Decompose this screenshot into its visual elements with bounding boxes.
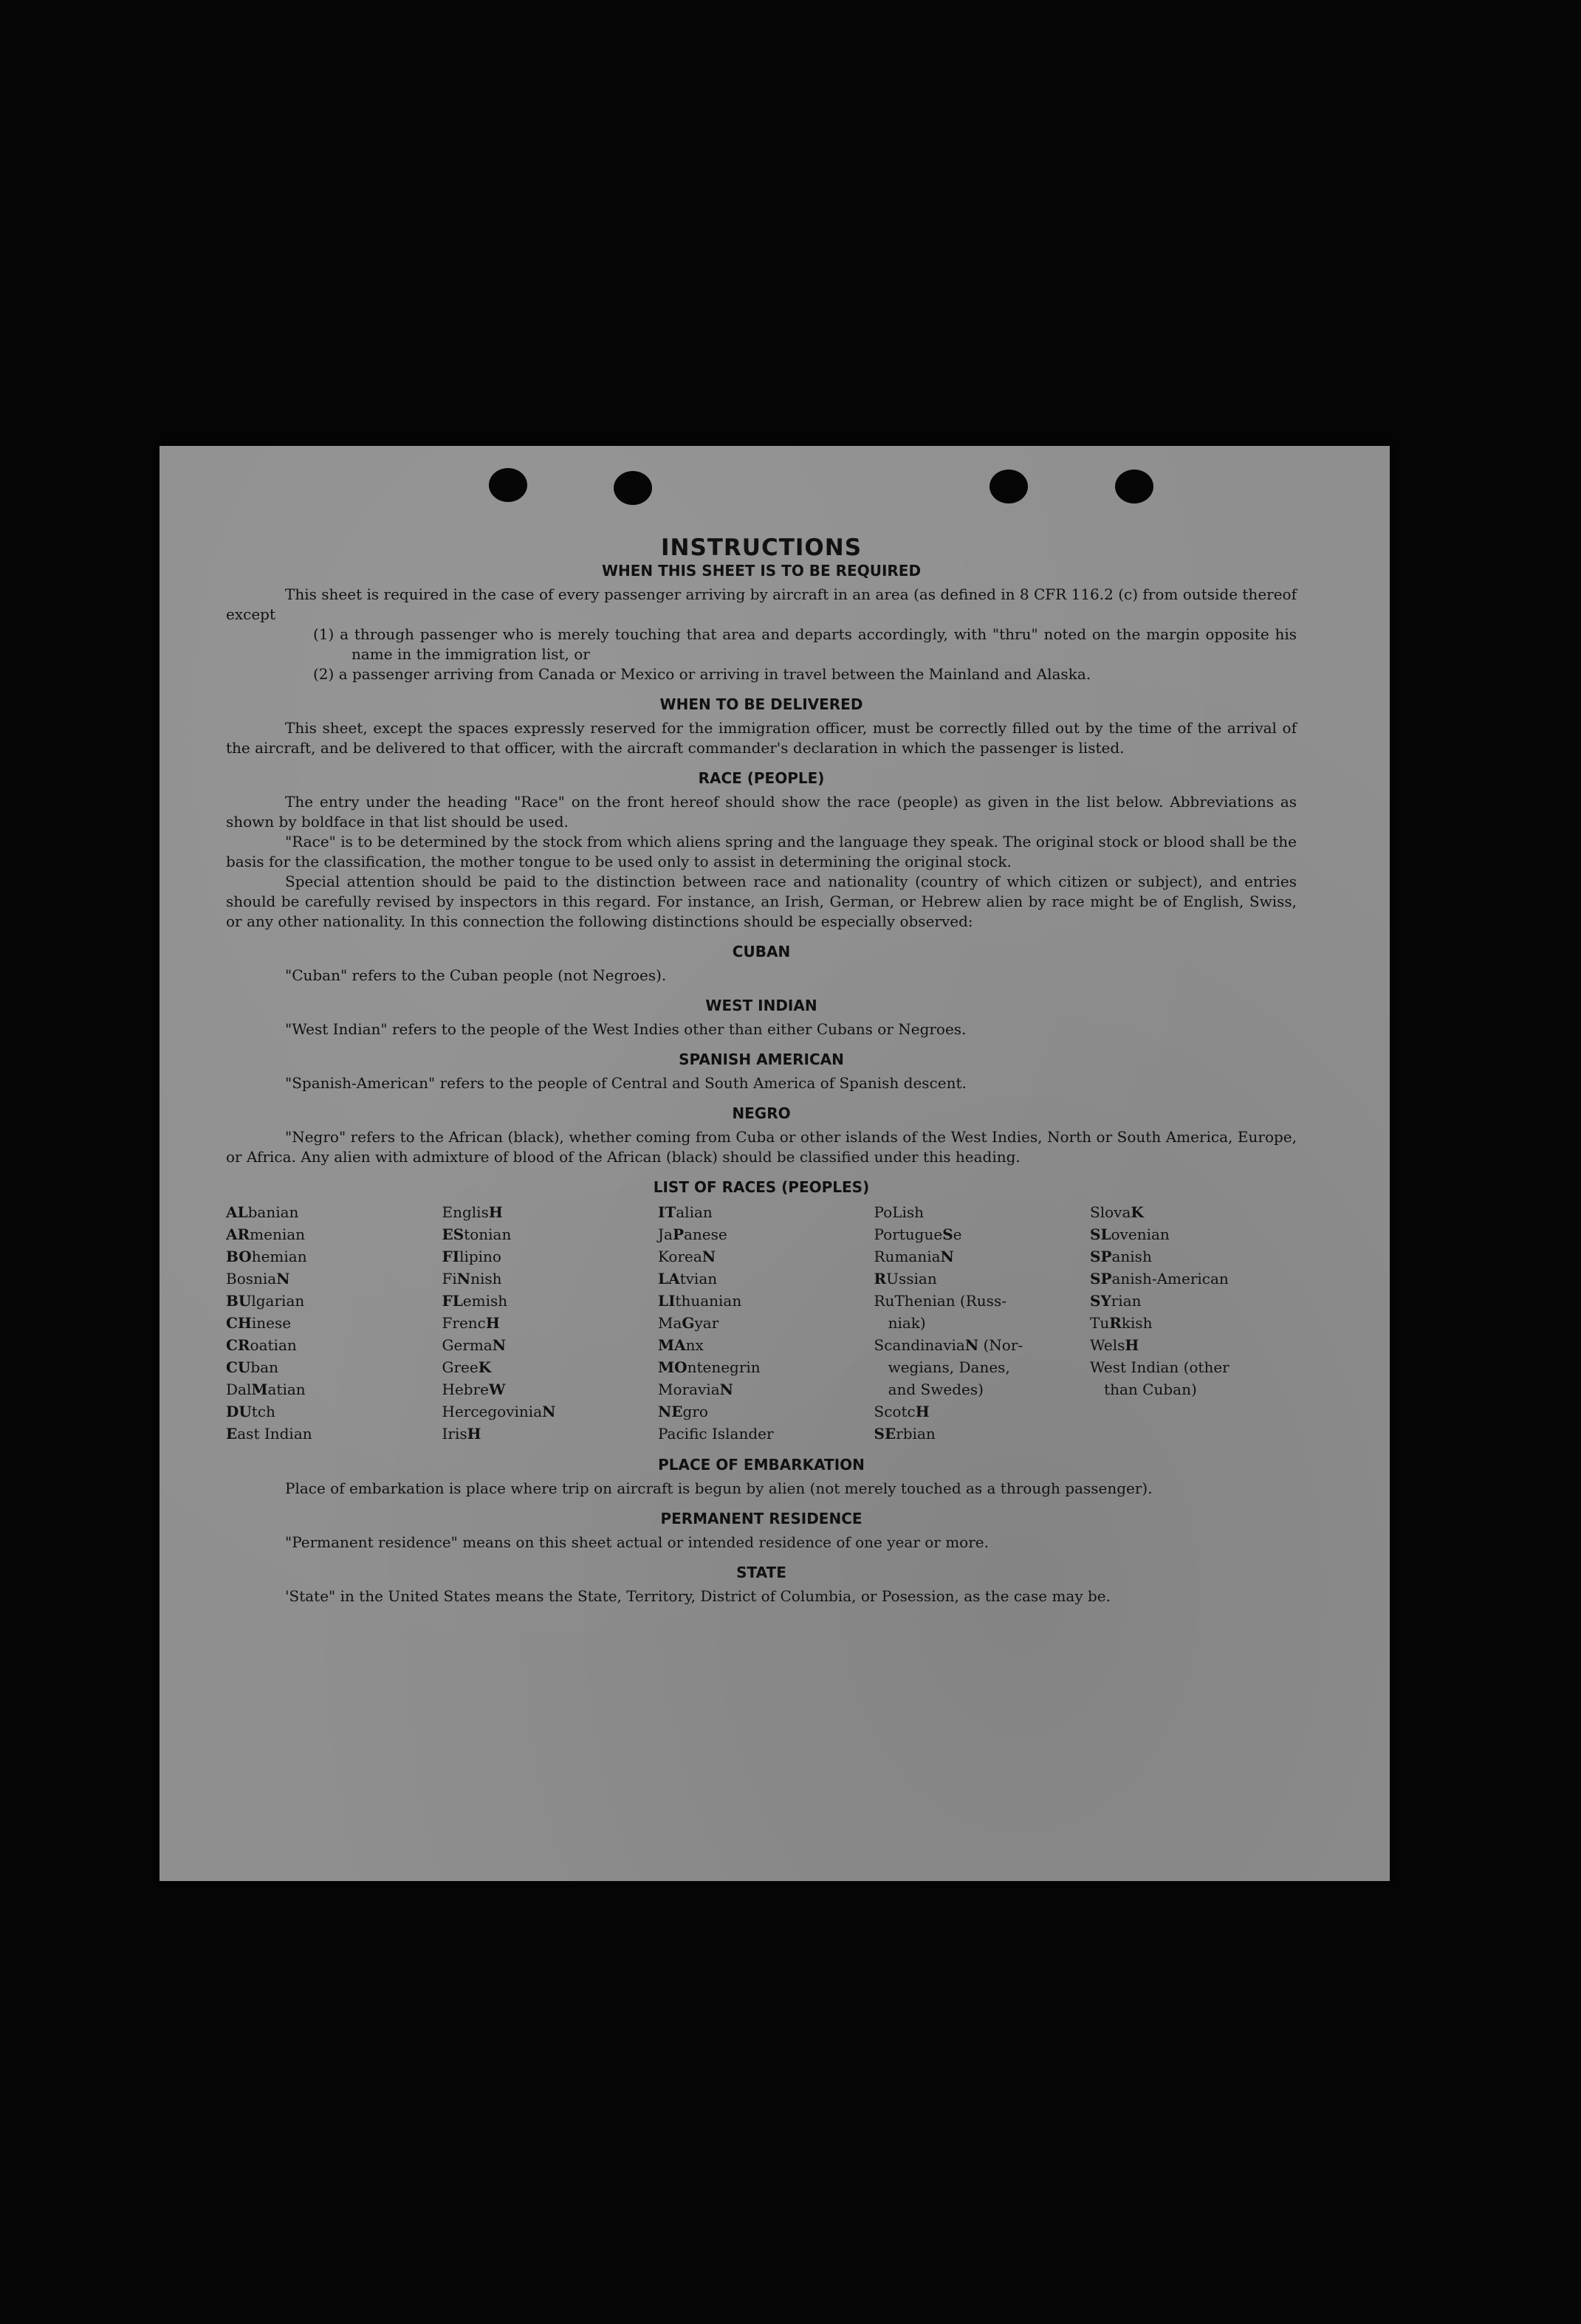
- race-text: and Swedes): [874, 1381, 984, 1398]
- race-abbreviation: SE: [874, 1425, 896, 1443]
- race-text: West Indian (other: [1090, 1358, 1230, 1376]
- race-abbreviation: N: [702, 1248, 716, 1265]
- race-abbreviation: CR: [226, 1336, 250, 1354]
- race-abbreviation: CH: [226, 1314, 252, 1332]
- race-item: [1090, 1334, 1297, 1356]
- race-paragraph-3: Special attention should be paid to the distinction between race and nationality (country of which citizen or subject), and entries should be carefully revised by inspectors in this regard. For instance, an Irish, German, or Hebrew alien by race might be of English, Swiss, or any other nationality. In this connection the following distinctions should be especially observed:: [226, 873, 1297, 930]
- race-text: tvian: [679, 1270, 718, 1288]
- race-item: [1090, 1378, 1297, 1400]
- race-column: [442, 1201, 649, 1445]
- section-heading-when-delivered: WHEN TO BE DELIVERED: [659, 695, 863, 713]
- race-item: [442, 1334, 649, 1356]
- race-text: Iris: [442, 1425, 467, 1443]
- cuban-text: "Cuban" refers to the Cuban people (not Negroes).: [285, 966, 667, 984]
- race-item: [442, 1400, 649, 1423]
- race-abbreviation: P: [672, 1225, 684, 1243]
- race-item: [874, 1356, 1081, 1378]
- section-heading-race: RACE (PEOPLE): [698, 769, 825, 787]
- race-text: Ma: [658, 1314, 682, 1332]
- race-item: [226, 1378, 433, 1400]
- race-abbreviation: SY: [1090, 1292, 1111, 1310]
- race-abbreviation: FI: [442, 1248, 460, 1265]
- race-item: [874, 1312, 1081, 1334]
- race-item: [1090, 1290, 1297, 1312]
- race-item: [226, 1312, 433, 1334]
- race-abbreviation: H: [915, 1403, 930, 1420]
- race-text: anese: [684, 1225, 727, 1243]
- race-column: [1090, 1201, 1297, 1445]
- when-delivered-text: This sheet, except the spaces expressly reserved for the immigration officer, must be correctly filled out by the time of the arrival of the aircraft, and be delivered to that officer, with the aircraft commander's declaration in which the passenger is listed.: [226, 719, 1297, 757]
- when-required-intro: This sheet is required in the case of every passenger arriving by aircraft in an area (as defined in 8 CFR 116.2 (c) from outside thereof except: [226, 585, 1297, 623]
- race-text: ovenian: [1111, 1225, 1170, 1243]
- race-item: [226, 1356, 433, 1378]
- negro-text: "Negro" refers to the African (black), whether coming from Cuba or other islands of the West Indies, North or South America, Europe, or Africa. Any alien with admixture of blood of the African (black) should be classified under this heading.: [226, 1128, 1297, 1166]
- race-item: [658, 1378, 865, 1400]
- race-abbreviation: N: [492, 1336, 507, 1354]
- race-text: than Cuban): [1090, 1381, 1197, 1398]
- race-abbreviation: K: [478, 1358, 492, 1376]
- race-abbreviation: AR: [226, 1225, 250, 1243]
- race-abbreviation: LA: [658, 1270, 680, 1288]
- document-content: [226, 534, 1297, 1606]
- race-text: Pacific Islander: [658, 1425, 774, 1443]
- race-text: thuanian: [675, 1292, 742, 1310]
- race-text: lipino: [459, 1248, 501, 1265]
- section-heading-spanish-american: SPANISH AMERICAN: [679, 1051, 844, 1068]
- race-text: Hebre: [442, 1381, 489, 1398]
- race-item: [442, 1268, 649, 1290]
- race-abbreviation: H: [467, 1425, 481, 1443]
- section-heading-list-of-races: LIST OF RACES (PEOPLES): [653, 1178, 870, 1196]
- race-item: [874, 1423, 1081, 1445]
- race-item: [874, 1245, 1081, 1268]
- section-heading-embarkation: PLACE OF EMBARKATION: [658, 1456, 865, 1474]
- race-item: [1090, 1201, 1297, 1223]
- race-abbreviation: LI: [658, 1292, 676, 1310]
- race-item: [1090, 1245, 1297, 1268]
- race-item: [658, 1245, 865, 1268]
- race-abbreviation: N: [940, 1248, 954, 1265]
- race-abbreviation: W: [488, 1381, 506, 1398]
- race-abbreviation: NE: [658, 1403, 683, 1420]
- race-item: [442, 1312, 649, 1334]
- race-item: [442, 1201, 649, 1223]
- race-abbreviation: AL: [226, 1203, 248, 1221]
- race-item: [658, 1423, 865, 1445]
- punch-hole: [990, 470, 1028, 503]
- race-item: [658, 1312, 865, 1334]
- race-text: ban: [250, 1358, 278, 1376]
- race-abbreviation: DU: [226, 1403, 252, 1420]
- race-abbreviation: MA: [658, 1336, 686, 1354]
- race-item: [658, 1334, 865, 1356]
- embarkation-text: Place of embarkation is place where trip on aircraft is begun by alien (not merely touched as a through passenger).: [285, 1479, 1153, 1497]
- race-text: Hercegovinia: [442, 1403, 543, 1420]
- race-text: hemian: [251, 1248, 307, 1265]
- race-column: [658, 1201, 865, 1445]
- race-item: [658, 1356, 865, 1378]
- race-item: [226, 1290, 433, 1312]
- race-text: menian: [250, 1225, 306, 1243]
- race-text: Germa: [442, 1336, 493, 1354]
- race-item: [874, 1201, 1081, 1223]
- race-abbreviation: BU: [226, 1292, 252, 1310]
- race-abbreviation: SP: [1090, 1270, 1112, 1288]
- race-abbreviation: FL: [442, 1292, 463, 1310]
- race-text: inese: [251, 1314, 292, 1332]
- race-item: [226, 1400, 433, 1423]
- race-item: [874, 1334, 1081, 1356]
- race-text: kish: [1121, 1314, 1153, 1332]
- exception-1: (1) a through passenger who is merely touching that area and departs accordingly, with "thru" noted on the margin opposite his name in the immigration list, or: [313, 625, 1297, 663]
- section-heading-state: STATE: [736, 1564, 786, 1581]
- race-abbreviation: CU: [226, 1358, 251, 1376]
- race-text: Gree: [442, 1358, 479, 1376]
- race-text: Scandinavia: [874, 1336, 965, 1354]
- race-item: [226, 1268, 433, 1290]
- race-text: Tu: [1090, 1314, 1110, 1332]
- race-item: [1090, 1356, 1297, 1378]
- race-abbreviation: BO: [226, 1248, 252, 1265]
- race-abbreviation: IT: [658, 1203, 676, 1221]
- race-paragraph-2: "Race" is to be determined by the stock from which aliens spring and the language they speak. The original stock or blood shall be the basis for the classification, the mother tongue to be used only to assist in determining the original stock.: [226, 833, 1297, 870]
- race-item: [658, 1268, 865, 1290]
- race-list: [226, 1201, 1297, 1445]
- race-text: gro: [682, 1403, 708, 1420]
- race-item: [442, 1223, 649, 1245]
- race-abbreviation: SL: [1090, 1225, 1111, 1243]
- punch-hole: [489, 468, 527, 502]
- section-heading-cuban: CUBAN: [732, 943, 791, 960]
- race-text: Wels: [1090, 1336, 1125, 1354]
- residence-text: "Permanent residence" means on this sheet actual or intended residence of one year or more.: [285, 1533, 989, 1551]
- race-text: Frenc: [442, 1314, 486, 1332]
- race-column: [226, 1201, 433, 1445]
- race-item: [442, 1423, 649, 1445]
- race-column: [874, 1201, 1081, 1445]
- race-abbreviation: N: [276, 1270, 290, 1288]
- race-item: [874, 1378, 1081, 1400]
- race-text: Fi: [442, 1270, 457, 1288]
- race-abbreviation: ES: [442, 1225, 464, 1243]
- section-heading-when-required: WHEN THIS SHEET IS TO BE REQUIRED: [601, 562, 922, 580]
- race-text: Bosnia: [226, 1270, 277, 1288]
- race-abbreviation: E: [226, 1425, 238, 1443]
- race-item: [874, 1223, 1081, 1245]
- race-text: tch: [251, 1403, 275, 1420]
- race-abbreviation: MO: [658, 1358, 687, 1376]
- race-abbreviation: SP: [1090, 1248, 1112, 1265]
- page-title: INSTRUCTIONS: [660, 534, 862, 561]
- state-text: 'State" in the United States means the State, Territory, District of Columbia, or Posession, as the case may be.: [285, 1587, 1111, 1605]
- race-item: [442, 1245, 649, 1268]
- race-text: Portugue: [874, 1225, 943, 1243]
- race-text: Scotc: [874, 1403, 916, 1420]
- race-item: [658, 1290, 865, 1312]
- race-item: [226, 1201, 433, 1223]
- race-abbreviation: N: [964, 1336, 979, 1354]
- race-abbreviation: H: [488, 1203, 503, 1221]
- spanish-american-text: "Spanish-American" refers to the people of Central and South America of Spanish descent.: [285, 1074, 967, 1092]
- race-text: nx: [685, 1336, 704, 1354]
- race-abbreviation: M: [251, 1381, 268, 1398]
- race-item: [226, 1223, 433, 1245]
- punch-hole: [1115, 470, 1153, 503]
- race-text: nish: [470, 1270, 502, 1288]
- race-abbreviation: N: [542, 1403, 556, 1420]
- race-abbreviation: H: [1125, 1336, 1139, 1354]
- race-item: [874, 1290, 1081, 1312]
- race-text: lgarian: [251, 1292, 305, 1310]
- document-sheet: [160, 446, 1390, 1881]
- race-item: [1090, 1312, 1297, 1334]
- race-text: PoLish: [874, 1203, 925, 1221]
- race-text: anish-American: [1111, 1270, 1229, 1288]
- race-text: Moravia: [658, 1381, 720, 1398]
- race-text: niak): [874, 1314, 926, 1332]
- race-abbreviation: G: [682, 1314, 695, 1332]
- race-text: banian: [247, 1203, 299, 1221]
- race-text: oatian: [250, 1336, 297, 1354]
- race-abbreviation: K: [1131, 1203, 1144, 1221]
- race-item: [226, 1423, 433, 1445]
- section-heading-negro: NEGRO: [732, 1104, 791, 1122]
- race-item: [658, 1400, 865, 1423]
- race-item: [874, 1268, 1081, 1290]
- race-text: Rumania: [874, 1248, 941, 1265]
- race-paragraph-1: The entry under the heading "Race" on the front hereof should show the race (people) as given in the list below. Abbreviations as shown by boldface in that list should be used.: [226, 793, 1297, 831]
- race-text: e: [953, 1225, 962, 1243]
- race-text: anish: [1111, 1248, 1152, 1265]
- race-abbreviation: H: [485, 1314, 500, 1332]
- race-item: [442, 1356, 649, 1378]
- race-text: RuThenian (Russ-: [874, 1292, 1006, 1310]
- race-item: [226, 1245, 433, 1268]
- race-item: [658, 1223, 865, 1245]
- race-text: rian: [1111, 1292, 1142, 1310]
- section-heading-residence: PERMANENT RESIDENCE: [660, 1510, 862, 1527]
- race-item: [442, 1290, 649, 1312]
- race-item: [1090, 1223, 1297, 1245]
- race-text: (Nor-: [978, 1336, 1023, 1354]
- race-item: [442, 1378, 649, 1400]
- race-text: tonian: [464, 1225, 512, 1243]
- west-indian-text: "West Indian" refers to the people of the West Indies other than either Cubans or Negroes.: [285, 1020, 967, 1038]
- race-abbreviation: R: [874, 1270, 887, 1288]
- race-abbreviation: R: [1109, 1314, 1122, 1332]
- exception-2: (2) a passenger arriving from Canada or Mexico or arriving in travel between the Mainland and Alaska.: [313, 665, 1091, 683]
- race-text: Korea: [658, 1248, 702, 1265]
- race-text: ntenegrin: [687, 1358, 761, 1376]
- race-text: alian: [676, 1203, 713, 1221]
- race-text: Englis: [442, 1203, 489, 1221]
- race-text: emish: [462, 1292, 508, 1310]
- race-item: [226, 1334, 433, 1356]
- race-abbreviation: S: [942, 1225, 953, 1243]
- race-text: rbian: [896, 1425, 936, 1443]
- punch-hole: [614, 471, 652, 505]
- race-item: [874, 1400, 1081, 1423]
- race-item: [1090, 1268, 1297, 1290]
- race-text: ast Indian: [237, 1425, 312, 1443]
- race-abbreviation: N: [719, 1381, 733, 1398]
- race-abbreviation: N: [456, 1270, 471, 1288]
- section-heading-west-indian: WEST INDIAN: [705, 997, 817, 1014]
- race-text: atian: [267, 1381, 306, 1398]
- race-text: Ja: [658, 1225, 673, 1243]
- race-text: wegians, Danes,: [874, 1358, 1010, 1376]
- race-text: Ussian: [886, 1270, 937, 1288]
- race-text: Slova: [1090, 1203, 1131, 1221]
- race-item: [658, 1201, 865, 1223]
- race-text: yar: [694, 1314, 719, 1332]
- race-text: Dal: [226, 1381, 252, 1398]
